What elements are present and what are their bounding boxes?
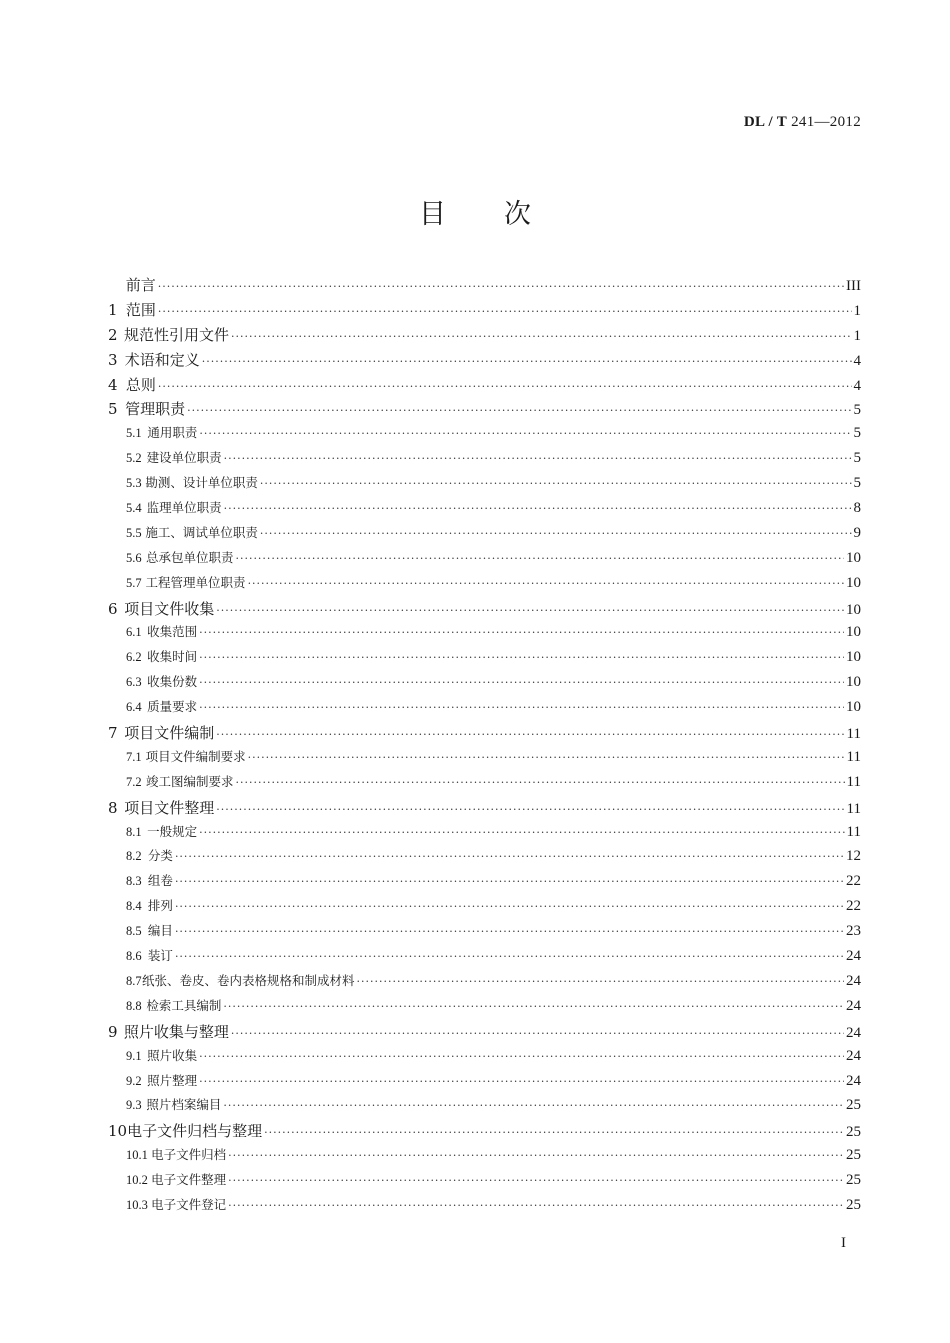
toc-entry-page: III bbox=[846, 278, 861, 294]
toc-entry-title: 纸张、卷皮、卷内表格规格和制成材料 bbox=[141, 972, 355, 988]
dot-leader bbox=[356, 975, 844, 988]
toc-entry-page: 25 bbox=[846, 1097, 861, 1114]
toc-entry-title: 电子文件归档与整理 bbox=[127, 1122, 263, 1141]
toc-entry-title: 收集时间 bbox=[147, 649, 198, 665]
dot-leader bbox=[199, 826, 844, 839]
toc-entry-page: 8 bbox=[853, 500, 861, 517]
toc-subentry[interactable] bbox=[108, 1071, 861, 1096]
toc-entry-number: 4 bbox=[108, 375, 118, 394]
toc-subentry[interactable] bbox=[108, 1095, 861, 1120]
toc-subentry[interactable] bbox=[108, 498, 861, 523]
toc-entry-title: 监理单位职责 bbox=[146, 500, 222, 516]
toc-entry-number: 5.7 bbox=[126, 575, 142, 590]
toc-entry-number: 8.1 bbox=[126, 824, 142, 839]
toc-entry-title: 收集份数 bbox=[147, 674, 198, 690]
toc-entry-title: 竣工图编制要求 bbox=[145, 773, 234, 789]
toc-entry-title: 前言 bbox=[125, 276, 156, 294]
toc-entry-page: 10 bbox=[846, 574, 861, 591]
toc-entry-number: 6 bbox=[108, 599, 118, 618]
toc-entry-number: 5.5 bbox=[126, 525, 142, 540]
dot-leader bbox=[199, 651, 844, 664]
dot-leader bbox=[199, 701, 844, 714]
toc-entry-title: 施工、调试单位职责 bbox=[145, 524, 258, 540]
dot-leader bbox=[231, 1027, 844, 1040]
toc-entry-page: 5 bbox=[853, 475, 861, 492]
toc-entry-number: 1 bbox=[108, 300, 118, 319]
toc-entry-title: 电子文件登记 bbox=[151, 1196, 227, 1212]
toc-subentry[interactable] bbox=[108, 1145, 861, 1170]
toc-entry-number: 9.1 bbox=[126, 1048, 142, 1063]
toc-entry-number: 9.3 bbox=[126, 1098, 142, 1113]
toc-subentry[interactable] bbox=[108, 846, 861, 871]
toc-entry-number: 8.6 bbox=[126, 949, 142, 964]
dot-leader bbox=[248, 577, 844, 590]
dot-leader bbox=[224, 452, 852, 465]
dot-leader bbox=[202, 355, 852, 368]
dot-leader bbox=[231, 330, 851, 343]
dot-leader bbox=[228, 1174, 844, 1187]
toc-entry[interactable] bbox=[108, 349, 861, 374]
dot-leader bbox=[199, 1050, 844, 1063]
toc-subentry[interactable] bbox=[108, 523, 861, 548]
dot-leader bbox=[223, 1000, 844, 1013]
dot-leader bbox=[260, 527, 852, 540]
page-title: 目次 bbox=[419, 199, 589, 230]
toc-entry-number: 7.2 bbox=[126, 774, 142, 789]
toc-entry[interactable] bbox=[108, 598, 861, 623]
dot-leader bbox=[264, 1126, 844, 1139]
toc-entry-title: 检索工具编制 bbox=[146, 997, 222, 1013]
toc-entry-title: 工程管理单位职责 bbox=[145, 574, 246, 590]
toc-entry-title: 项目文件收集 bbox=[124, 599, 215, 618]
toc-entry-number: 7.1 bbox=[126, 749, 142, 764]
toc-entry-title: 收集范围 bbox=[147, 624, 198, 640]
toc-entry-number: 5.4 bbox=[126, 501, 142, 516]
toc-entry-number: 5.6 bbox=[126, 550, 142, 565]
toc-entry-number: 10.3 bbox=[126, 1197, 148, 1212]
toc-entry-page: 9 bbox=[853, 524, 861, 541]
dot-leader bbox=[199, 626, 844, 639]
toc-entry-page: 5 bbox=[853, 425, 861, 442]
toc-entry-page: 25 bbox=[846, 1172, 861, 1189]
toc-entry-page: 10 bbox=[846, 649, 861, 666]
standard-code-number: 241—2012 bbox=[791, 114, 861, 130]
dot-leader bbox=[175, 875, 844, 888]
dot-leader bbox=[199, 427, 851, 440]
toc-entry-title: 勘测、设计单位职责 bbox=[145, 475, 258, 491]
toc-entry-number: 8.3 bbox=[126, 874, 142, 889]
toc-entry[interactable] bbox=[108, 797, 861, 822]
toc-entry-page: 22 bbox=[846, 898, 861, 915]
toc-entry-page: 11 bbox=[846, 726, 861, 743]
dot-leader bbox=[260, 477, 852, 490]
dot-leader bbox=[199, 676, 844, 689]
toc-entry-title: 总承包单位职责 bbox=[145, 549, 234, 565]
dot-leader bbox=[158, 280, 844, 293]
toc-subentry[interactable] bbox=[108, 946, 861, 971]
toc-subentry[interactable] bbox=[108, 772, 861, 797]
toc-entry-title: 电子文件归档 bbox=[151, 1147, 227, 1163]
toc-entry-page: 25 bbox=[846, 1124, 861, 1141]
toc-entry-number: 6.1 bbox=[126, 625, 142, 640]
toc-subentry[interactable] bbox=[108, 697, 861, 722]
toc-entry-page: 11 bbox=[846, 823, 861, 840]
dot-leader bbox=[216, 728, 844, 741]
toc-entry-page: 25 bbox=[846, 1196, 861, 1213]
dot-leader bbox=[235, 776, 844, 789]
toc-subentry[interactable] bbox=[108, 672, 861, 697]
toc-entry-page: 10 bbox=[846, 699, 861, 716]
toc-subentry[interactable] bbox=[108, 548, 861, 573]
dot-leader bbox=[216, 803, 844, 816]
toc-entry-page: 11 bbox=[846, 773, 861, 790]
toc-entry-title: 组卷 bbox=[147, 873, 173, 889]
toc-entry-page: 11 bbox=[846, 748, 861, 765]
toc-entry-page: 10 bbox=[846, 624, 861, 641]
dot-leader bbox=[175, 850, 844, 863]
dot-leader bbox=[158, 380, 852, 393]
toc-entry-page: 4 bbox=[853, 352, 861, 369]
toc-subentry[interactable] bbox=[108, 473, 861, 498]
dot-leader bbox=[158, 305, 852, 318]
dot-leader bbox=[187, 404, 851, 417]
toc-entry-number: 8.8 bbox=[126, 998, 142, 1013]
toc-entry-page: 24 bbox=[846, 997, 861, 1014]
toc-entry-page: 24 bbox=[846, 972, 861, 989]
toc-entry-number: 8.5 bbox=[126, 924, 142, 939]
toc-subentry[interactable] bbox=[108, 573, 861, 598]
toc-entry[interactable] bbox=[108, 1120, 861, 1145]
toc-entry-number: 9.2 bbox=[126, 1073, 142, 1088]
page-folio: I bbox=[841, 1235, 846, 1251]
toc-entry-page: 24 bbox=[846, 948, 861, 965]
toc-entry-title: 项目文件整理 bbox=[124, 798, 215, 817]
toc-entry-title: 总则 bbox=[125, 375, 156, 394]
toc-subentry[interactable] bbox=[108, 1195, 861, 1220]
toc-entry-title: 排列 bbox=[147, 898, 173, 914]
toc-entry-page: 23 bbox=[846, 923, 861, 940]
toc-entry-page: 1 bbox=[853, 327, 861, 344]
toc-entry-number: 5.3 bbox=[126, 476, 142, 491]
toc-entry-number: 10.2 bbox=[126, 1173, 148, 1188]
toc-entry-title: 照片整理 bbox=[147, 1072, 198, 1088]
toc-entry-number: 5.2 bbox=[126, 451, 142, 466]
toc-entry-page: 5 bbox=[853, 402, 861, 419]
toc-entry[interactable] bbox=[108, 374, 861, 399]
toc-subentry[interactable] bbox=[108, 647, 861, 672]
toc-entry-title: 照片收集 bbox=[147, 1047, 198, 1063]
toc-entry-page: 24 bbox=[846, 1072, 861, 1089]
toc-entry-page: 10 bbox=[846, 549, 861, 566]
toc-entry-number: 5.1 bbox=[126, 426, 142, 441]
toc-entry[interactable] bbox=[108, 299, 861, 324]
toc-subentry[interactable] bbox=[108, 921, 861, 946]
toc-entry-title: 项目文件编制要求 bbox=[145, 748, 246, 764]
toc-entry-title: 编目 bbox=[147, 923, 173, 939]
toc-entry-title: 质量要求 bbox=[147, 699, 198, 715]
toc-entry-number: 8.4 bbox=[126, 899, 142, 914]
toc-subentry[interactable] bbox=[108, 1170, 861, 1195]
toc-subentry[interactable] bbox=[108, 996, 861, 1021]
toc-entry-page: 22 bbox=[846, 873, 861, 890]
toc-subentry[interactable] bbox=[108, 822, 861, 847]
toc-entry-title: 装订 bbox=[147, 948, 173, 964]
toc-entry[interactable] bbox=[108, 398, 861, 423]
toc-entry-page: 5 bbox=[853, 450, 861, 467]
toc-entry-page: 1 bbox=[853, 302, 861, 319]
toc-entry-title: 一般规定 bbox=[147, 823, 198, 839]
toc-subentry[interactable] bbox=[108, 448, 861, 473]
table-of-contents bbox=[108, 274, 861, 1220]
dot-leader bbox=[216, 604, 844, 617]
toc-entry-number: 6.2 bbox=[126, 650, 142, 665]
toc-entry-title: 照片档案编目 bbox=[146, 1097, 222, 1113]
toc-entry-page: 25 bbox=[846, 1147, 861, 1164]
toc-entry-page: 12 bbox=[846, 848, 861, 865]
toc-entry-title: 建设单位职责 bbox=[146, 450, 222, 466]
toc-entry-title: 通用职责 bbox=[147, 425, 198, 441]
dot-leader bbox=[248, 751, 845, 764]
standard-code bbox=[744, 114, 861, 131]
toc-entry-title: 术语和定义 bbox=[124, 350, 200, 369]
dot-leader bbox=[228, 1149, 844, 1162]
dot-leader bbox=[223, 1099, 844, 1112]
toc-entry-number: 2 bbox=[108, 325, 118, 344]
toc-entry-number: 9 bbox=[108, 1022, 118, 1041]
dot-leader bbox=[175, 925, 844, 938]
toc-entry-title: 管理职责 bbox=[125, 400, 186, 419]
toc-entry[interactable] bbox=[108, 722, 861, 747]
toc-subentry[interactable] bbox=[108, 747, 861, 772]
toc-entry-number: 8.7 bbox=[126, 973, 142, 988]
dot-leader bbox=[228, 1199, 844, 1212]
toc-entry-number: 6.3 bbox=[126, 675, 142, 690]
toc-entry[interactable] bbox=[108, 324, 861, 349]
toc-entry-number: 10.1 bbox=[126, 1148, 148, 1163]
toc-entry-title: 项目文件编制 bbox=[124, 724, 215, 743]
toc-entry-number: 10 bbox=[108, 1122, 128, 1141]
toc-entry-page: 10 bbox=[846, 674, 861, 691]
toc-entry-title: 规范性引用文件 bbox=[124, 325, 230, 344]
toc-entry-number: 8.2 bbox=[126, 849, 142, 864]
dot-leader bbox=[235, 552, 844, 565]
toc-entry-page: 10 bbox=[846, 601, 861, 618]
toc-entry-title: 电子文件整理 bbox=[151, 1172, 227, 1188]
toc-entry[interactable] bbox=[108, 1021, 861, 1046]
toc-subentry[interactable] bbox=[108, 1046, 861, 1071]
dot-leader bbox=[175, 900, 844, 913]
toc-entry-number: 3 bbox=[108, 350, 118, 369]
dot-leader bbox=[175, 950, 844, 963]
toc-subentry[interactable] bbox=[108, 971, 861, 996]
toc-entry-number: 5 bbox=[108, 400, 118, 419]
standard-code-prefix: DL / T bbox=[743, 114, 788, 130]
toc-entry-number: 8 bbox=[108, 798, 118, 817]
dot-leader bbox=[199, 1075, 844, 1088]
toc-entry-page: 11 bbox=[846, 800, 861, 817]
toc-subentry[interactable] bbox=[108, 622, 861, 647]
toc-subentry[interactable] bbox=[108, 423, 861, 448]
toc-entry-title: 范围 bbox=[125, 300, 156, 319]
toc-subentry[interactable] bbox=[108, 896, 861, 921]
toc-subentry[interactable] bbox=[108, 871, 861, 896]
toc-entry-page: 24 bbox=[846, 1024, 861, 1041]
toc-entry-page: 4 bbox=[853, 377, 861, 394]
toc-entry-number: 6.4 bbox=[126, 700, 142, 715]
toc-entry-number: 7 bbox=[108, 724, 118, 743]
toc-entry-title: 分类 bbox=[147, 848, 173, 864]
toc-entry-title: 照片收集与整理 bbox=[123, 1022, 229, 1041]
toc-entry-page: 24 bbox=[846, 1047, 861, 1064]
toc-entry[interactable] bbox=[108, 274, 861, 299]
dot-leader bbox=[224, 502, 852, 515]
